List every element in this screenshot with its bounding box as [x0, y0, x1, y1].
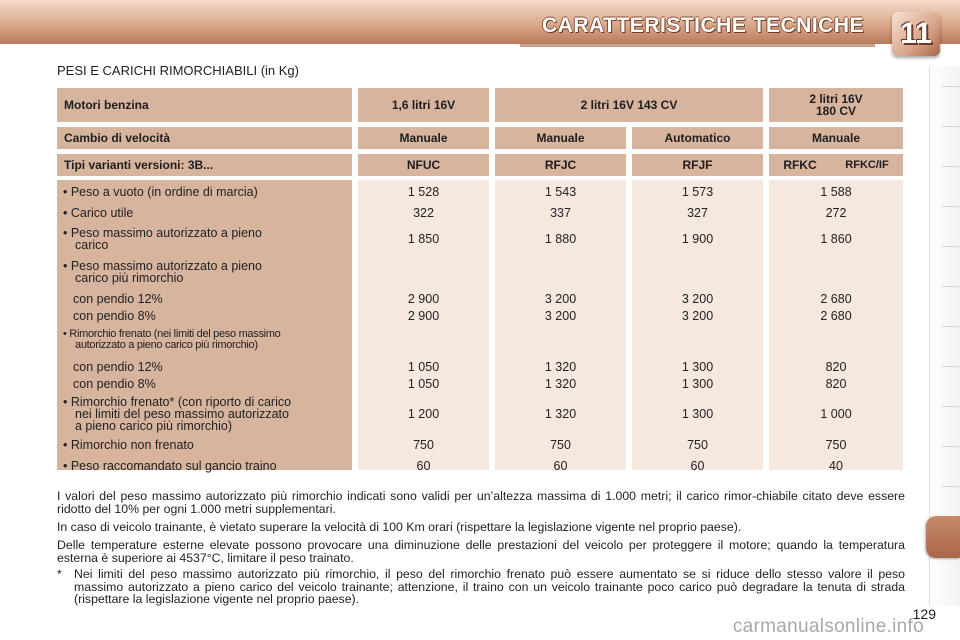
- header-cell-variant: NFUC: [358, 154, 489, 176]
- header-divider: [520, 44, 875, 47]
- table-cell: 1 860: [820, 232, 852, 246]
- row-label: • Peso a vuoto (in ordine di marcia): [63, 185, 258, 199]
- side-tab-divider: [942, 206, 960, 207]
- table-cell: 1 573: [681, 185, 714, 199]
- table-cell: 820: [825, 360, 847, 374]
- row-label: con pendio 8%: [73, 377, 156, 391]
- header-cell-gearbox: Automatico: [632, 127, 763, 149]
- header-cell-variant: [769, 154, 903, 176]
- page-header-title: CARATTERISTICHE TECNICHE: [542, 14, 864, 37]
- note-paragraph: Delle temperature esterne elevate possono provocare una diminuzione delle prestazioni del veicolo per proteggere il motore; quando la temperatura esterna è superiore ai 4537°C, limitare il peso trainato.: [57, 538, 905, 565]
- table-cell: 1 000: [820, 407, 852, 421]
- table-cell: 337: [550, 206, 571, 220]
- table-cell: 1 300: [681, 377, 714, 391]
- side-tab-divider: [942, 366, 960, 367]
- row-label: • Rimorchio frenato (nei limiti del peso massimo: [63, 328, 281, 340]
- table-cell: 750: [550, 438, 571, 452]
- header-cell-gearbox: Manuale: [769, 127, 903, 149]
- header-cell-engine-line1: 2 litri 16V: [809, 92, 863, 106]
- table-cell: 327: [687, 206, 708, 220]
- table-cell: 750: [687, 438, 708, 452]
- variant-code: RFKC: [783, 158, 817, 172]
- side-tab-divider: [942, 126, 960, 127]
- table-cell: 2 900: [407, 309, 440, 323]
- table-cell: 1 320: [544, 407, 577, 421]
- side-tab-divider: [942, 166, 960, 167]
- header-cell-engine-line2: 180 CV: [815, 104, 857, 118]
- row-label: carico: [75, 238, 109, 252]
- side-tab-divider: [942, 406, 960, 407]
- table-cell: 3 200: [681, 309, 714, 323]
- chapter-badge[interactable]: [892, 12, 940, 56]
- table-cell: 1 850: [407, 232, 440, 246]
- row-label: • Peso raccomandato sul gancio traino: [63, 459, 277, 473]
- side-tab-divider: [942, 486, 960, 487]
- table-cell: 1 320: [544, 377, 577, 391]
- table-cell: 1 320: [544, 360, 577, 374]
- side-tab-divider: [942, 286, 960, 287]
- table-cell: 60: [553, 459, 568, 473]
- table-cell: 40: [829, 459, 843, 473]
- table-cell: 1 300: [681, 360, 714, 374]
- side-tab-divider: [942, 246, 960, 247]
- table-cell: 272: [825, 206, 847, 220]
- table-cell: 60: [690, 459, 705, 473]
- table-label-column: [57, 180, 352, 473]
- table-cell: 2 680: [820, 309, 852, 323]
- table-cell: 1 050: [407, 360, 440, 374]
- row-label: • Carico utile: [63, 206, 134, 220]
- table-cell: 1 300: [681, 407, 714, 421]
- row-label: a pieno carico più rimorchio): [75, 419, 233, 433]
- side-tab-divider: [942, 446, 960, 447]
- note-paragraph: In caso di veicolo trainante, è vietato superare la velocità di 100 Km orari (rispettare la legislazione vigente nel proprio paese).: [57, 520, 742, 534]
- row-label: • Rimorchio non frenato: [63, 438, 194, 452]
- table-cell: 2 900: [407, 292, 440, 306]
- note-paragraph: I valori del peso massimo autorizzato più rimorchio indicati sono validi per un’altezza massima di 1.000 metri; il carico rimor-chiabile citato deve essere ridotto del 10% per ogni 1.000 metri supplementari.: [57, 489, 905, 516]
- table-cell: 750: [413, 438, 434, 452]
- row-label: con pendio 12%: [73, 360, 163, 374]
- table-value-column-rfjf: [632, 180, 763, 473]
- table-cell: 3 200: [681, 292, 714, 306]
- row-label: nei limiti del peso massimo autorizzato: [75, 407, 289, 421]
- header-cell-variants-label: Tipi varianti versioni: 3B...: [57, 154, 352, 176]
- table-cell: 1 528: [407, 185, 440, 199]
- table-cell: 820: [825, 377, 847, 391]
- table-body: [57, 180, 903, 473]
- header-cell-variant: RFJF: [632, 154, 763, 176]
- table-cell: 3 200: [544, 292, 577, 306]
- watermark: carmanualsonline.info: [732, 616, 924, 637]
- side-tab-divider: [942, 326, 960, 327]
- table-cell: 1 050: [407, 377, 440, 391]
- row-label: carico più rimorchio: [75, 271, 184, 285]
- side-tab-divider: [942, 86, 960, 87]
- footnote-mark: *: [57, 567, 62, 581]
- row-label: • Rimorchio frenato* (con riporto di carico: [63, 395, 292, 409]
- table-header-gearbox: [57, 127, 903, 149]
- chapter-number: 11: [900, 17, 932, 50]
- row-label: con pendio 8%: [73, 309, 156, 323]
- table-value-column-nfuc: [358, 180, 489, 473]
- table-cell: 1 880: [544, 232, 577, 246]
- table-cell: 1 588: [820, 185, 852, 199]
- table-value-column-rfjc: [495, 180, 626, 473]
- table-cell: 1 200: [407, 407, 440, 421]
- header-cell-engine: 2 litri 16V 143 CV: [495, 88, 763, 122]
- header-cell-engines-label: Motori benzina: [57, 88, 352, 122]
- page-number: 129: [912, 606, 936, 622]
- footnote-text: Nei limiti del peso massimo autorizzato più rimorchio, il peso del rimorchio frenato può essere aumentato se si riduce dello stesso valore il peso massimo autorizzato a pieno carico del veicolo trainante; attenzione, il traino con un veicolo trainante poco carico può degradare la tenuta di strada (rispettare la legislazione vigente nel proprio paese).: [74, 567, 905, 606]
- header-cell-gearbox-label: Cambio di velocità: [57, 127, 352, 149]
- table-cell: 3 200: [544, 309, 577, 323]
- table-cell: 1 900: [681, 232, 714, 246]
- table-header-engines: [57, 88, 903, 122]
- table-cell: 750: [825, 438, 847, 452]
- header-cell-variant: RFJC: [495, 154, 626, 176]
- table-cell: 1 543: [544, 185, 577, 199]
- row-label: con pendio 12%: [73, 292, 163, 306]
- row-label: autorizzato a pieno carico più rimorchio): [75, 339, 258, 351]
- table-cell: 322: [413, 206, 434, 220]
- header-cell-engine: [769, 88, 903, 122]
- table-cell: 60: [416, 459, 431, 473]
- variant-code: RFKC/IF: [845, 159, 889, 171]
- row-label: • Peso massimo autorizzato a pieno: [63, 259, 262, 273]
- header-cell-gearbox: Manuale: [495, 127, 626, 149]
- row-label: • Peso massimo autorizzato a pieno: [63, 226, 262, 240]
- table-cell: 2 680: [820, 292, 852, 306]
- section-title: PESI E CARICHI RIMORCHIABILI (in Kg): [57, 63, 299, 78]
- header-cell-engine: 1,6 litri 16V: [358, 88, 489, 122]
- table-header-variants: [57, 154, 903, 176]
- header-cell-gearbox: Manuale: [358, 127, 489, 149]
- table-value-column-rfkc: [769, 180, 903, 473]
- side-tab-chapter-11[interactable]: [926, 516, 960, 558]
